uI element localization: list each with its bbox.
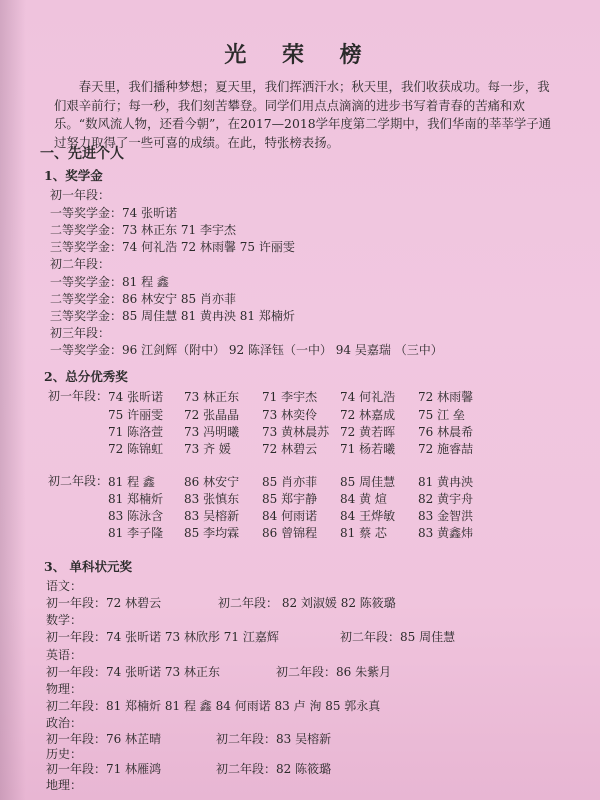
subject-politics-grade2: 初二年段：83 吴榕新 bbox=[216, 731, 332, 746]
subject-physics-grade2: 初二年段：81 郑楠炘 81 程 鑫 84 何雨诺 83 卢 洵 85 郭永真 bbox=[46, 699, 381, 714]
award-name-cell: 81 程 鑫 bbox=[108, 474, 155, 489]
scholarship-grade1-label: 初一年段： bbox=[50, 188, 111, 203]
award-name-cell: 73 林正东 bbox=[184, 390, 240, 405]
award-name-cell: 83 黄鑫炜 bbox=[418, 526, 474, 541]
subject-politics-grade1: 初一年段：76 林芷晴 bbox=[46, 731, 162, 746]
subject-english-grade2: 初二年段：86 朱紫月 bbox=[276, 664, 392, 679]
scholarship-heading: 1、奖学金 bbox=[44, 168, 103, 184]
award-name-cell: 84 何雨诺 bbox=[262, 508, 318, 523]
award-name-cell: 76 林晨希 bbox=[418, 424, 474, 439]
scholarship-grade2-second: 二等奖学金：86 林安宁 85 肖亦菲 bbox=[50, 291, 236, 306]
award-name-cell: 73 齐 媛 bbox=[184, 442, 231, 456]
award-name-cell: 82 黄宇舟 bbox=[418, 491, 474, 506]
subject-chinese-label: 语文： bbox=[46, 578, 83, 593]
excellence-heading: 2、总分优秀奖 bbox=[44, 369, 128, 385]
scholarship-grade3-label: 初三年段： bbox=[50, 326, 111, 341]
award-name-cell: 83 陈泳含 bbox=[108, 508, 164, 523]
award-name-cell: 85 肖亦菲 bbox=[262, 474, 318, 489]
scholarship-grade1-first: 一等奖学金：74 张昕诺 bbox=[50, 205, 178, 220]
subject-chinese-grade1: 初一年段：72 林碧云 bbox=[46, 595, 162, 610]
award-name-cell: 72 黄若晖 bbox=[340, 424, 396, 439]
award-name-cell: 74 张昕诺 bbox=[108, 390, 164, 405]
award-name-cell: 85 郑宇静 bbox=[262, 491, 318, 506]
award-name-cell: 84 黄 煊 bbox=[340, 491, 387, 506]
section-heading-advanced-individuals: 一、先进个人 bbox=[40, 146, 124, 163]
subject-chinese-grade2: 初二年段： 82 刘淑媛 82 陈筱璐 bbox=[218, 595, 396, 610]
award-name-cell: 72 林雨馨 bbox=[418, 390, 474, 405]
award-name-cell: 71 杨若曦 bbox=[340, 442, 396, 456]
award-name-cell: 83 金智洪 bbox=[418, 508, 474, 523]
subject-english-grade1: 初一年段：74 张昕诺 73 林正东 bbox=[46, 664, 220, 679]
subject-history-grade1: 初一年段：71 林雁鸿 bbox=[46, 762, 162, 777]
subject-geography-label: 地理： bbox=[46, 777, 83, 792]
award-name-cell: 85 周佳慧 bbox=[340, 474, 396, 489]
subject-math-grade2: 初二年段：85 周佳慧 bbox=[340, 630, 456, 645]
award-name-cell: 85 李均霖 bbox=[184, 526, 240, 541]
award-name-cell: 86 林安宁 bbox=[184, 474, 240, 489]
scholarship-grade2-label: 初二年段： bbox=[50, 257, 111, 272]
award-name-cell: 72 施睿喆 bbox=[418, 442, 474, 456]
intro-paragraph: 春天里，我们播种梦想；夏天里，我们挥洒汗水；秋天里，我们收获成功。每一步，我们艰辛前行；每一秒，我们刻苦攀登。同学们用点点滴滴的进步书写着青春的苦痛和欢乐。“数风流人物，还看今朝”，在2017—2018学年度第二学期中，我们华南的莘莘学子通过努力取得了一些可喜的成绩。在此，特张榜表扬。 bbox=[54, 79, 552, 150]
award-name-cell: 73 冯明曦 bbox=[184, 424, 240, 439]
award-name-cell: 86 曾锦程 bbox=[262, 526, 318, 541]
page-shadow bbox=[0, 0, 26, 800]
scholarship-grade2-first: 一等奖学金：81 程 鑫 bbox=[50, 274, 169, 289]
award-name-cell: 81 李子隆 bbox=[108, 526, 164, 541]
subject-english-label: 英语： bbox=[46, 647, 83, 662]
award-name-cell: 72 张晶晶 bbox=[184, 407, 240, 422]
award-name-cell: 81 郑楠炘 bbox=[108, 491, 164, 506]
excellence-grade1-label: 初一年段： bbox=[48, 389, 109, 404]
award-name-cell: 84 王烨敏 bbox=[340, 508, 396, 523]
award-name-cell: 81 蔡 芯 bbox=[340, 526, 387, 541]
scholarship-grade3-first: 一等奖学金：96 江剑辉（附中） 92 陈泽钰（一中） 94 吴嘉瑞 （三中） bbox=[50, 343, 443, 358]
award-name-cell: 72 陈锦虹 bbox=[108, 442, 164, 456]
scholarship-grade2-third: 三等奖学金：85 周佳慧 81 黄冉泱 81 郑楠炘 bbox=[50, 309, 295, 323]
excellence-grade2-label: 初二年段： bbox=[48, 473, 109, 488]
award-name-cell: 73 黄林晨苏 bbox=[262, 424, 330, 439]
award-name-cell: 71 李宇杰 bbox=[262, 390, 318, 405]
subject-history-label: 历史： bbox=[46, 747, 83, 762]
award-name-cell: 83 张慎东 bbox=[184, 491, 240, 506]
award-name-cell: 75 许丽雯 bbox=[108, 407, 164, 422]
subject-history-grade2: 初二年段：82 陈筱璐 bbox=[216, 762, 332, 777]
award-name-cell: 83 吴榕新 bbox=[184, 508, 240, 523]
single-subject-heading: 3、 单科状元奖 bbox=[44, 558, 133, 574]
award-name-cell: 75 江 垒 bbox=[418, 407, 465, 422]
subject-politics-label: 政治： bbox=[46, 716, 83, 731]
award-name-cell: 72 林嘉成 bbox=[340, 407, 396, 422]
award-name-cell: 72 林碧云 bbox=[262, 442, 318, 456]
scholarship-grade1-second: 二等奖学金：73 林正东 71 李宇杰 bbox=[50, 222, 236, 237]
award-name-cell: 74 何礼浩 bbox=[340, 390, 396, 405]
subject-math-grade1: 初一年段：74 张昕诺 73 林欣彤 71 江嘉辉 bbox=[46, 630, 279, 645]
subject-physics-label: 物理： bbox=[46, 682, 83, 697]
award-name-cell: 71 陈洛萱 bbox=[108, 424, 164, 439]
document-title: 光 荣 榜 bbox=[224, 42, 376, 68]
subject-math-label: 数学： bbox=[46, 613, 83, 628]
award-name-cell: 73 林奕伶 bbox=[262, 407, 318, 422]
award-name-cell: 81 黄冉泱 bbox=[418, 474, 474, 489]
scholarship-grade1-third: 三等奖学金：74 何礼浩 72 林雨馨 75 许丽雯 bbox=[50, 240, 295, 255]
